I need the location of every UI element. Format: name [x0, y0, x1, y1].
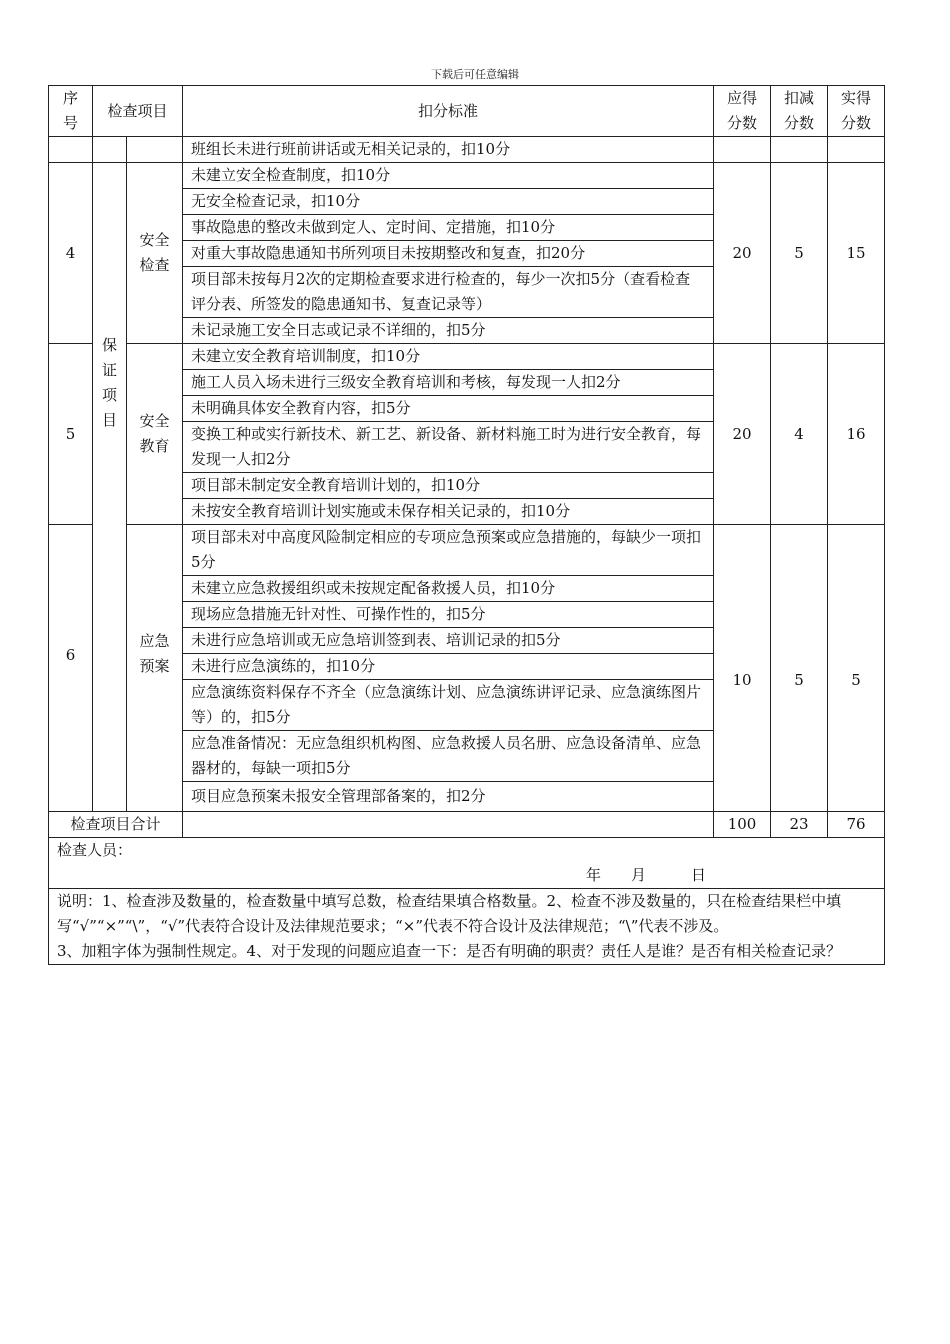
standard-cell: 无安全检查记录，扣10分 [183, 189, 714, 215]
deduct-score: 5 [771, 163, 828, 344]
standard-cell: 未进行应急演练的，扣10分 [183, 654, 714, 680]
standard-cell: 事故隐患的整改未做到定人、定时间、定措施，扣10分 [183, 215, 714, 241]
deduct-score: 5 [771, 525, 828, 812]
deduct-score: 4 [771, 344, 828, 525]
table-row [49, 163, 885, 189]
inspector-label: 检查人员： [57, 841, 133, 859]
standard-cell: 未记录施工安全日志或记录不详细的，扣5分 [183, 318, 714, 344]
due-score: 20 [714, 163, 771, 344]
standard-cell: 变换工种或实行新技术、新工艺、新设备、新材料施工时为进行安全教育，每发现一人扣2分 [183, 422, 714, 473]
header-actual: 实得 分数 [828, 86, 885, 137]
category-cell: 保 证 项 目 [93, 163, 127, 812]
section-name: 安全 检查 [127, 163, 183, 344]
header-no: 序 号 [49, 86, 93, 137]
standard-cell: 项目部未对中高度风险制定相应的专项应急预案或应急措施的，每缺少一项扣5分 [183, 525, 714, 576]
total-due: 100 [714, 812, 771, 838]
header-due: 应得 分数 [714, 86, 771, 137]
total-actual: 76 [828, 812, 885, 838]
standard-cell: 项目部未制定安全教育培训计划的，扣10分 [183, 473, 714, 499]
section-name: 应急 预案 [127, 525, 183, 812]
actual-score: 15 [828, 163, 885, 344]
section-name: 安全 教育 [127, 344, 183, 525]
total-label: 检查项目合计 [49, 812, 183, 838]
standard-cell: 未进行应急培训或无应急培训签到表、培训记录的扣5分 [183, 628, 714, 654]
standard-cell: 班组长未进行班前讲话或无相关记录的，扣10分 [183, 137, 714, 163]
header-standard: 扣分标准 [183, 86, 714, 137]
standard-cell: 未按安全教育培训计划实施或未保存相关记录的，扣10分 [183, 499, 714, 525]
inspector-row [49, 838, 885, 889]
notes-row [49, 889, 885, 965]
table-header-row [49, 86, 885, 137]
standard-cell: 施工人员入场未进行三级安全教育培训和考核，每发现一人扣2分 [183, 370, 714, 396]
standard-cell: 应急准备情况：无应急组织机构图、应急救援人员名册、应急设备清单、应急器材的，每缺一项扣5分 [183, 731, 714, 782]
notes-paragraph-2: 3、加粗字体为强制性规定。4、对于发现的问题应追查一下：是否有明确的职责？责任人是谁？是否有相关检查记录？ [57, 942, 842, 960]
section-no: 6 [49, 525, 93, 812]
notes-paragraph-1: 说明：1、检查涉及数量的，检查数量中填写总数，检查结果填合格数量。2、检查不涉及数量的，只在检查结果栏中填写“√”“×”“\”，“√”代表符合设计及法律规范要求；“×”代表不符合设计及法律规范；“\”代表不涉及。 [57, 892, 842, 935]
table-row [49, 137, 885, 163]
standard-cell: 未建立应急救援组织或未按规定配备救援人员，扣10分 [183, 576, 714, 602]
standard-cell: 项目部未按每月2次的定期检查要求进行检查的，每少一次扣5分（查看检查评分表、所签发的隐患通知书、复查记录等） [183, 267, 714, 318]
standard-cell: 未建立安全检查制度，扣10分 [183, 163, 714, 189]
actual-score: 16 [828, 344, 885, 525]
actual-score: 5 [828, 525, 885, 812]
total-row [49, 812, 885, 838]
standard-cell: 对重大事故隐患通知书所列项目未按期整改和复查，扣20分 [183, 241, 714, 267]
standard-cell: 现场应急措施无针对性、可操作性的，扣5分 [183, 602, 714, 628]
section-no: 5 [49, 344, 93, 525]
table-row [49, 525, 885, 576]
standard-cell: 未建立安全教育培训制度，扣10分 [183, 344, 714, 370]
header-item: 检查项目 [93, 86, 183, 137]
standard-cell: 项目应急预案未报安全管理部备案的，扣2分 [183, 782, 714, 812]
due-score: 10 [714, 525, 771, 812]
header-deduct: 扣减 分数 [771, 86, 828, 137]
standard-cell: 应急演练资料保存不齐全（应急演练计划、应急演练讲评记录、应急演练图片等）的，扣5分 [183, 680, 714, 731]
notes-cell [49, 889, 885, 965]
table-row [49, 344, 885, 370]
watermark-text: 下载后可任意编辑 [431, 68, 519, 81]
inspection-table [48, 85, 885, 965]
due-score: 20 [714, 344, 771, 525]
standard-cell: 未明确具体安全教育内容，扣5分 [183, 396, 714, 422]
inspector-cell [49, 838, 885, 889]
date-line: 年 月 日 [586, 866, 707, 884]
total-deduct: 23 [771, 812, 828, 838]
section-no: 4 [49, 163, 93, 344]
